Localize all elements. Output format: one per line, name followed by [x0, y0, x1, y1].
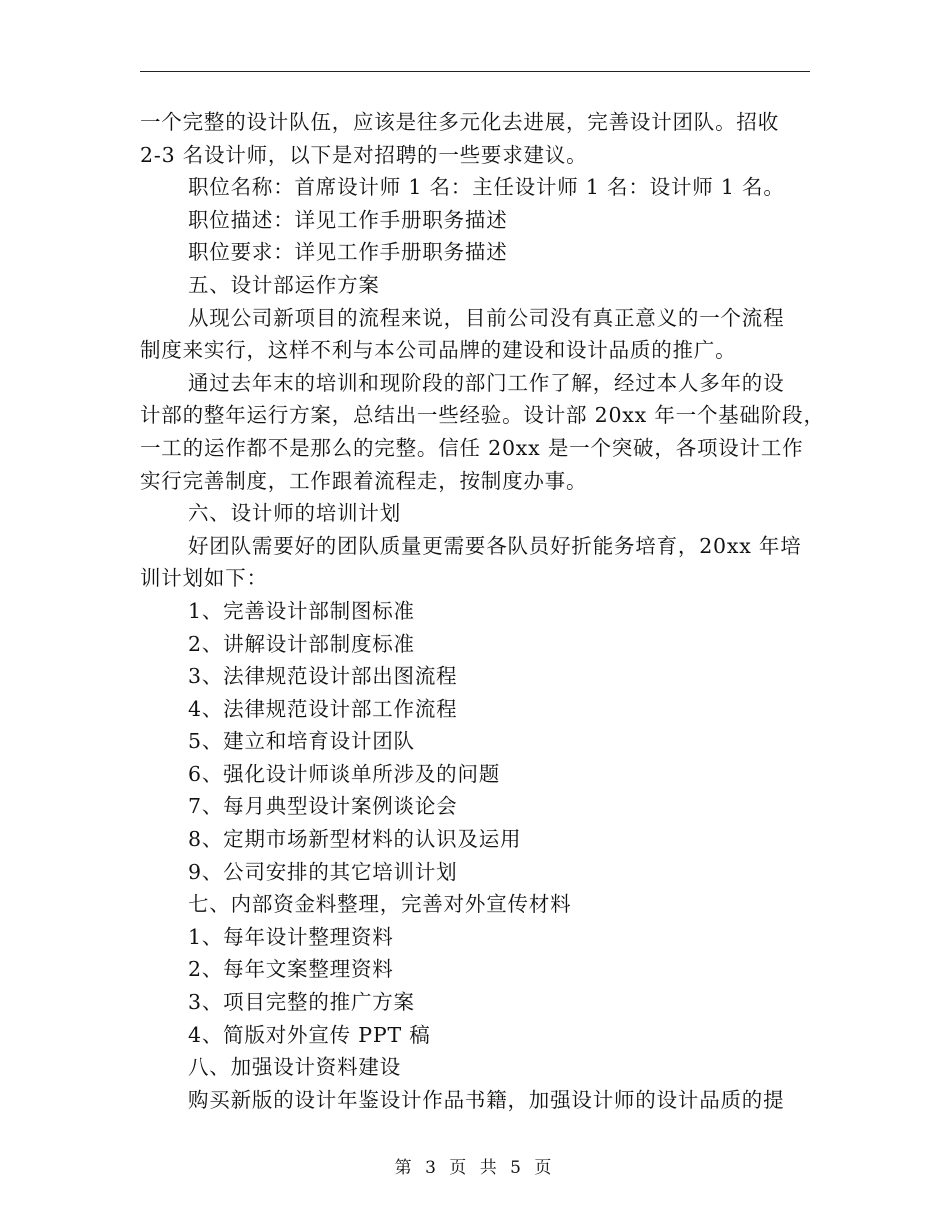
text-line: 好团队需要好的团队质量更需要各队员好折能务培育，20xx 年培 [188, 533, 802, 558]
document-body [140, 106, 825, 1116]
list-item: 9、公司安排的其它培训计划 [188, 859, 458, 884]
text-line: 训计划如下： [140, 566, 268, 591]
section-heading: 八、加强设计资料建设 [188, 1055, 401, 1080]
section-heading: 七、内部资金料整理，完善对外宣传材料 [188, 892, 572, 917]
list-item: 7、每月典型设计案例谈论会 [188, 794, 458, 819]
header-rule [140, 71, 810, 72]
text-line: 制度来实行，这样不利与本公司品牌的建设和设计品质的推广。 [140, 338, 737, 363]
text-line: 实行完善制度，工作跟着流程走，按制度办事。 [140, 468, 588, 493]
text-line: 职位描述：详见工作手册职务描述 [188, 207, 508, 232]
text-line: 从现公司新项目的流程来说，目前公司没有真正意义的一个流程 [188, 305, 785, 330]
list-item: 6、强化设计师谈单所涉及的问题 [188, 761, 501, 786]
section-heading: 五、设计部运作方案 [188, 272, 380, 297]
list-item: 3、项目完整的推广方案 [188, 990, 415, 1015]
list-item: 2、讲解设计部制度标准 [188, 631, 415, 656]
list-item: 3、法律规范设计部出图流程 [188, 664, 458, 689]
text-line: 2-3 名设计师，以下是对招聘的一些要求建议。 [140, 142, 588, 167]
text-line: 一工的运作都不是那么的完整。信任 20xx 是一个突破，各项设计工作 [140, 435, 804, 460]
list-item: 1、每年设计整理资料 [188, 924, 394, 949]
text-line: 职位要求：详见工作手册职务描述 [188, 240, 508, 265]
list-item: 4、简版对外宣传 PPT 稿 [188, 1022, 431, 1047]
list-item: 4、法律规范设计部工作流程 [188, 696, 458, 721]
list-item: 2、每年文案整理资料 [188, 957, 394, 982]
text-line: 购买新版的设计年鉴设计作品书籍，加强设计师的设计品质的提 [188, 1087, 785, 1112]
list-item: 5、建立和培育设计团队 [188, 729, 415, 754]
text-line: 计部的整年运行方案，总结出一些经验。设计部 20xx 年一个基础阶段， [140, 403, 825, 428]
page-footer: 第 3 页 共 5 页 [394, 1158, 556, 1178]
text-line: 职位名称：首席设计师 1 名：主任设计师 1 名：设计师 1 名。 [188, 175, 785, 200]
list-item: 1、完善设计部制图标准 [188, 598, 415, 623]
text-line: 通过去年末的培训和现阶段的部门工作了解，经过本人多年的设 [188, 370, 785, 395]
list-item: 8、定期市场新型材料的认识及运用 [188, 827, 522, 852]
section-heading: 六、设计师的培训计划 [188, 501, 401, 526]
text-line: 一个完整的设计队伍，应该是往多元化去进展，完善设计团队。招收 [140, 110, 779, 134]
